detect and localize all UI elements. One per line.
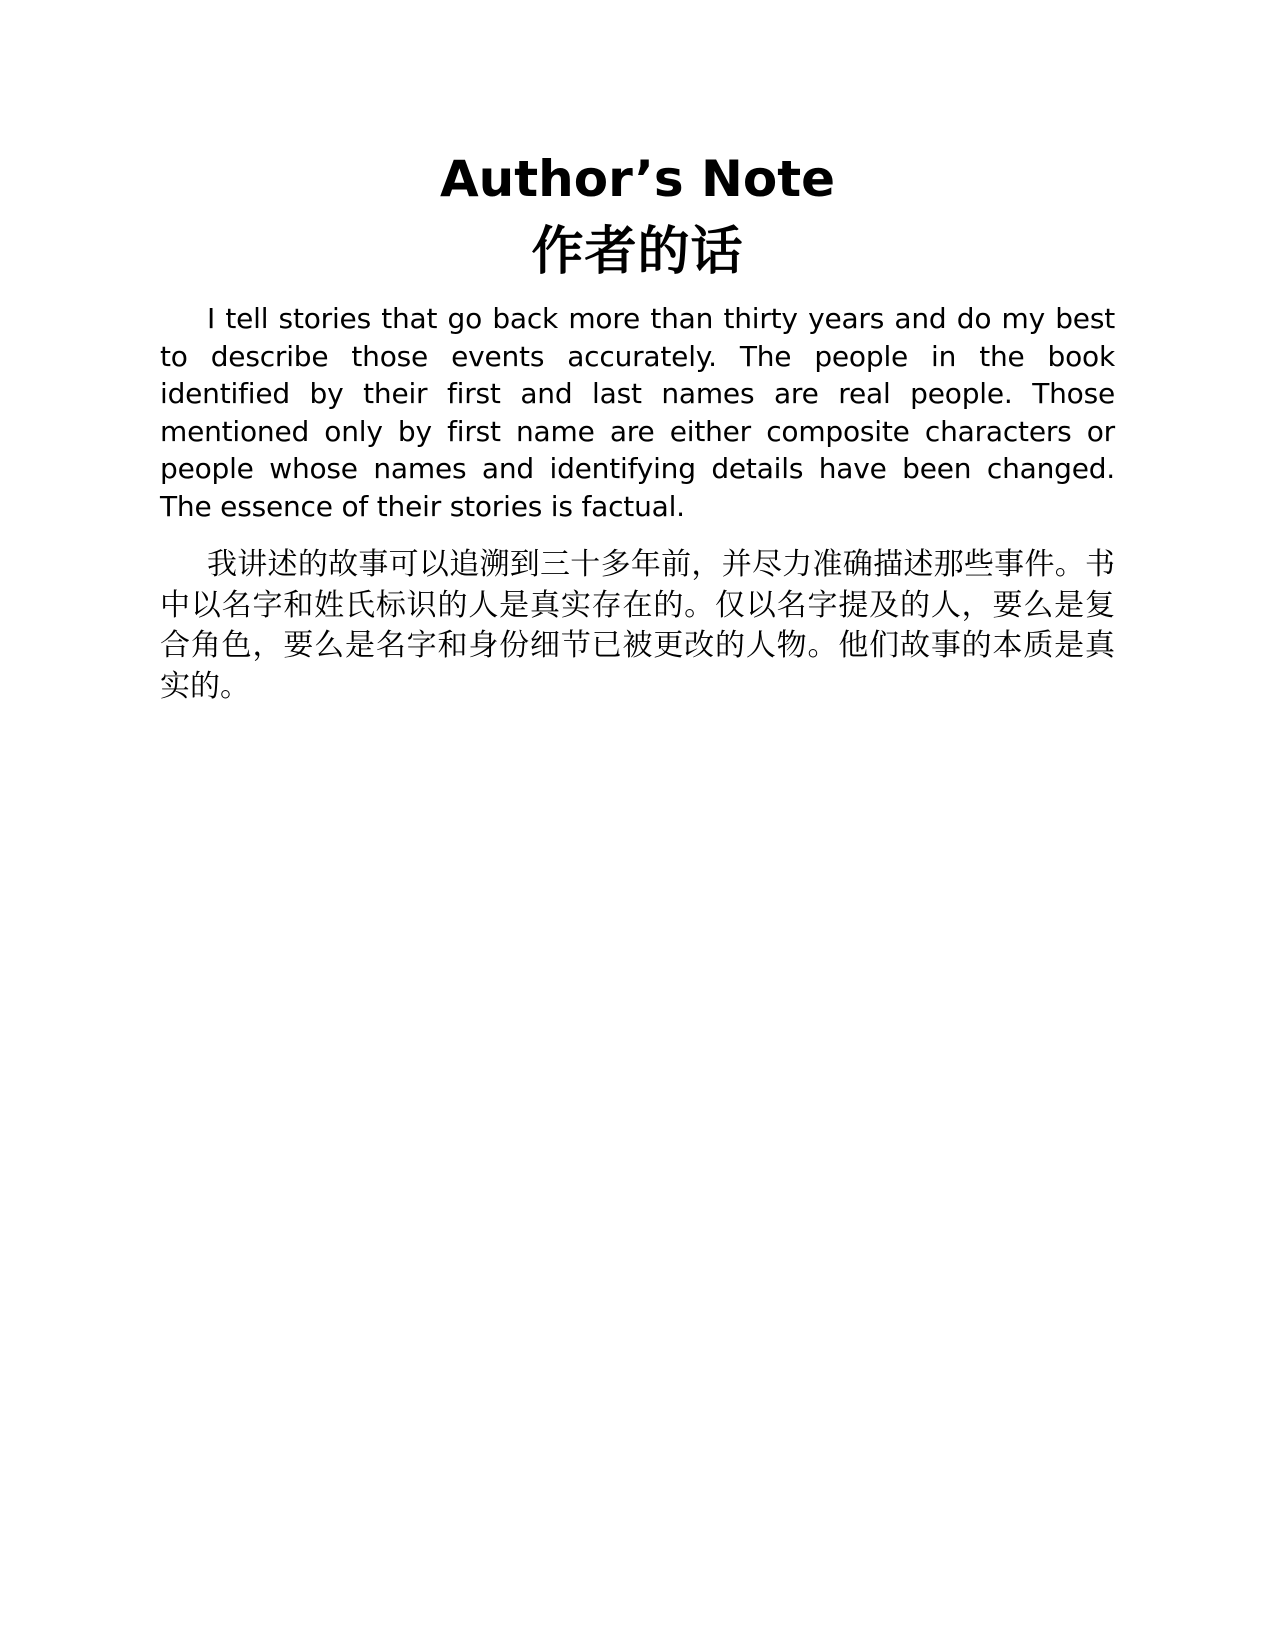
paragraph-english: I tell stories that go back more than thirty years and do my best to describe those events accurately. The people in the book identified by their first and last names are real people. Those mentioned only by first name are either composite characters or people whose names and identifying details have been changed. The essence of their stories is factual. bbox=[160, 302, 1115, 523]
page-title-chinese: 作者的话 bbox=[531, 222, 744, 282]
paragraph-chinese: 我讲述的故事可以追溯到三十多年前，并尽力准确描述那些事件。书中以名字和姓氏标识的人是真实存在的。仅以名字提及的人，要么是复合角色，要么是名字和身份细节已被更改的人物。他们故事的本质是真实的。 bbox=[160, 547, 1115, 704]
document-page bbox=[160, 148, 1115, 707]
page-title-english: Author’s Note bbox=[439, 150, 836, 208]
